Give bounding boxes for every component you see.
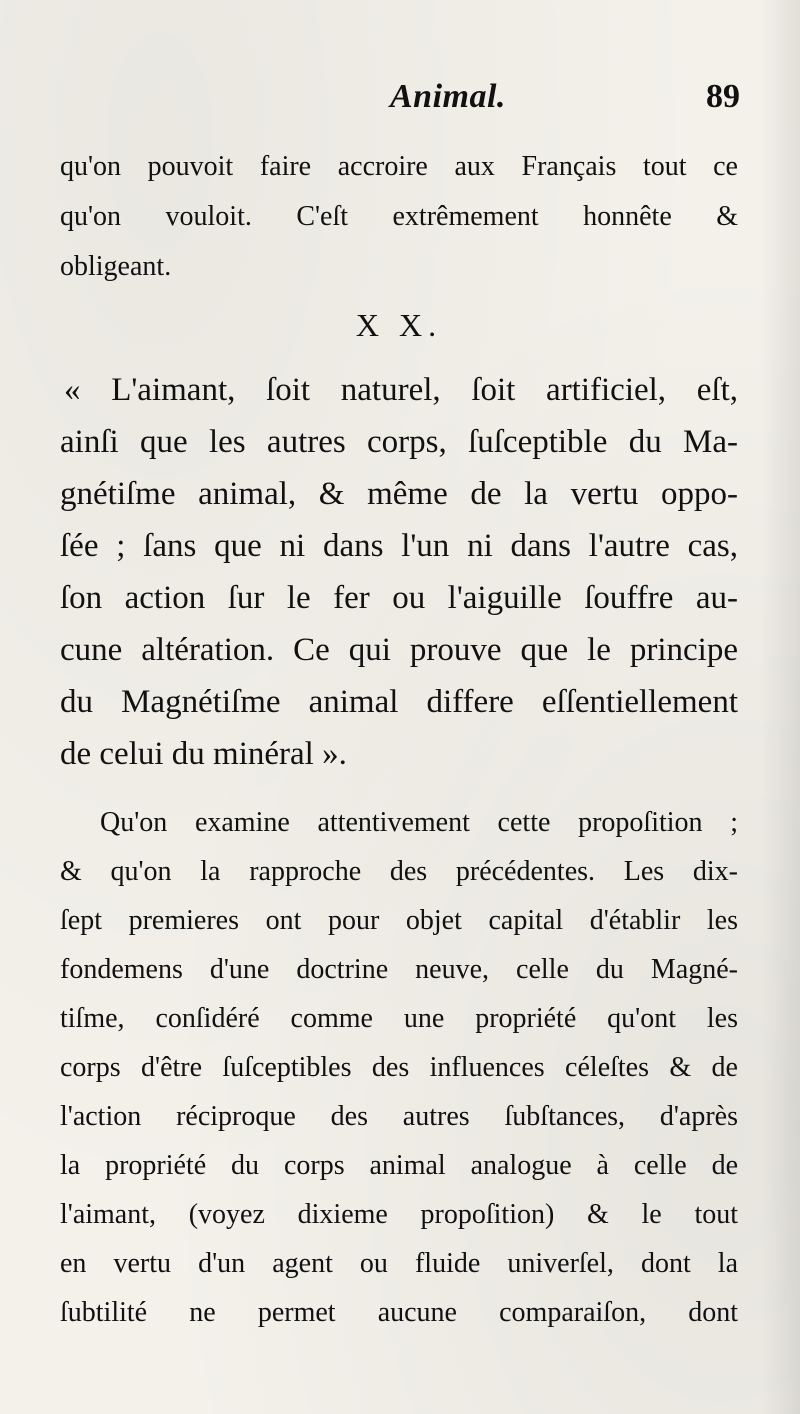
lead-paragraph xyxy=(60,142,738,292)
quoted-proposition xyxy=(60,364,738,780)
text-line: gnétiſme animal, & même de la vertu oppo- xyxy=(60,476,738,512)
text-line: ſée ; ſans que ni dans l'un ni dans l'autre cas, xyxy=(60,528,738,564)
text-line: « L'aimant, ſoit naturel, ſoit artificiel, eſt, xyxy=(64,372,738,408)
page-number: 89 xyxy=(706,78,740,115)
text-line: qu'on pouvoit faire accroire aux Français tout ce xyxy=(60,151,738,182)
text-line: ainſi que les autres corps, ſuſceptible du Ma- xyxy=(60,424,738,460)
commentary-paragraph xyxy=(60,798,738,1337)
text-line: l'action réciproque des autres ſubſtances, d'après xyxy=(60,1101,738,1132)
text-line: fondemens d'une doctrine neuve, celle du Magné- xyxy=(60,954,738,985)
text-line: & qu'on la rapproche des précédentes. Les dix- xyxy=(60,856,738,887)
text-line: corps d'être ſuſceptibles des influences céleſtes & de xyxy=(60,1052,738,1083)
text-line: la propriété du corps animal analogue à celle de xyxy=(60,1150,738,1181)
text-line: tiſme, conſidéré comme une propriété qu'ont les xyxy=(60,1003,738,1034)
text-line: en vertu d'un agent ou fluide univerſel, dont la xyxy=(60,1248,738,1279)
text-line: cune altération. Ce qui prouve que le principe xyxy=(60,632,738,668)
text-block xyxy=(60,142,738,1337)
text-line: l'aimant, (voyez dixieme propoſition) & le tout xyxy=(60,1199,738,1230)
page-header xyxy=(60,78,740,138)
text-line: de celui du minéral ». xyxy=(60,736,347,772)
section-heading: X X. xyxy=(355,307,443,343)
text-line: ſubtilité ne permet aucune comparaiſon, dont xyxy=(60,1297,738,1328)
page-edge-shadow xyxy=(760,0,800,1414)
text-line: qu'on vouloit. C'eſt extrêmement honnête & xyxy=(60,201,738,232)
text-line: ſon action ſur le fer ou l'aiguille ſouffre au- xyxy=(60,580,738,616)
text-line: Qu'on examine attentivement cette propoſition ; xyxy=(100,807,738,838)
running-head: Animal. xyxy=(390,78,506,115)
text-line: ſept premieres ont pour objet capital d'établir les xyxy=(60,905,738,936)
text-line: obligeant. xyxy=(60,251,172,282)
text-line: du Magnétiſme animal differe eſſentiellement xyxy=(60,684,738,720)
